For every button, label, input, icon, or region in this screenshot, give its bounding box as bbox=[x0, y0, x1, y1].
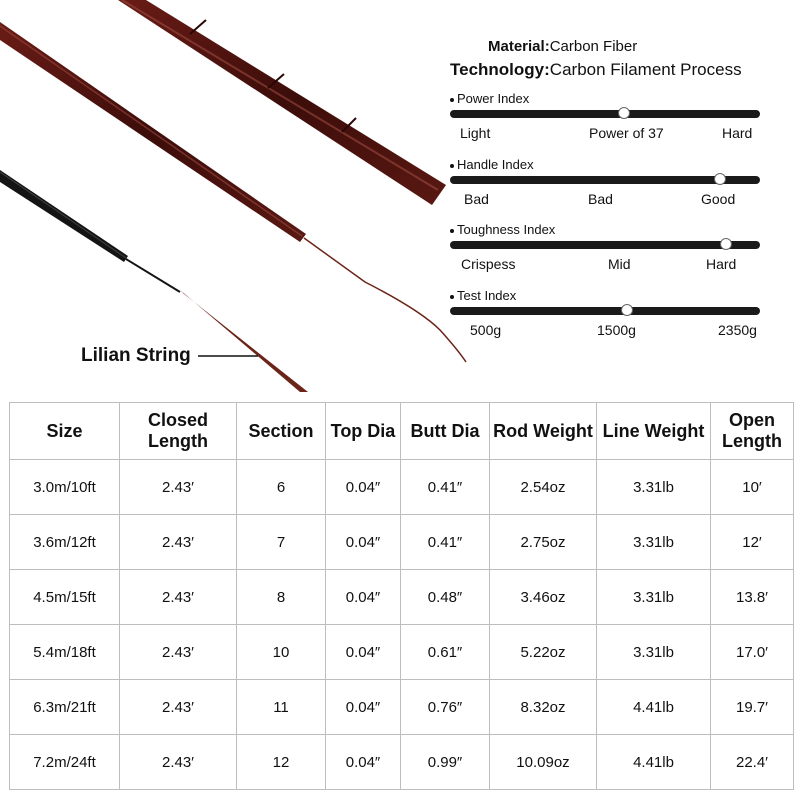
table-row bbox=[10, 460, 794, 515]
toughness-index-title: Toughness Index bbox=[457, 222, 556, 237]
cell-closed-length: 2.43′ bbox=[120, 570, 237, 625]
power-index-mid-label: Power of 37 bbox=[589, 125, 664, 141]
power-index-low-label: Light bbox=[460, 125, 491, 141]
cell-section: 7 bbox=[237, 515, 326, 570]
cell-top-dia: 0.04″ bbox=[326, 570, 401, 625]
cell-line-weight: 3.31lb bbox=[597, 515, 711, 570]
toughness-index-mid-label: Mid bbox=[608, 256, 631, 272]
cell-butt-dia: 0.61″ bbox=[401, 625, 490, 680]
cell-line-weight: 4.41lb bbox=[597, 680, 711, 735]
cell-line-weight: 3.31lb bbox=[597, 460, 711, 515]
material-value: Carbon Fiber bbox=[549, 38, 638, 55]
power-index-title: Power Index bbox=[457, 91, 530, 106]
cell-butt-dia: 0.99″ bbox=[401, 735, 490, 790]
cell-closed-length: 2.43′ bbox=[120, 460, 237, 515]
table-row bbox=[10, 680, 794, 735]
cell-closed-length: 2.43′ bbox=[120, 680, 237, 735]
cell-open-length: 22.4′ bbox=[711, 735, 794, 790]
power-index-knob bbox=[618, 107, 630, 119]
handle-index-title: Handle Index bbox=[457, 157, 534, 172]
col-header-closed-length: Closed Length bbox=[120, 403, 237, 460]
col-header-size: Size bbox=[10, 403, 120, 460]
cell-butt-dia: 0.41″ bbox=[401, 515, 490, 570]
cell-open-length: 17.0′ bbox=[711, 625, 794, 680]
col-header-section: Section bbox=[237, 403, 326, 460]
table-row bbox=[10, 735, 794, 790]
technology-label: Technology: bbox=[450, 60, 550, 79]
handle-index-knob bbox=[714, 173, 726, 185]
cell-rod-weight: 2.54oz bbox=[490, 460, 597, 515]
test-index-mid-label: 1500g bbox=[597, 322, 636, 338]
cell-line-weight: 4.41lb bbox=[597, 735, 711, 790]
cell-size: 5.4m/18ft bbox=[10, 625, 120, 680]
cell-butt-dia: 0.48″ bbox=[401, 570, 490, 625]
material-label: Material: bbox=[488, 38, 550, 55]
test-index-title: Test Index bbox=[457, 288, 517, 303]
toughness-index-low-label: Crispess bbox=[461, 256, 516, 272]
cell-top-dia: 0.04″ bbox=[326, 625, 401, 680]
col-header-line-weight: Line Weight bbox=[597, 403, 711, 460]
cell-top-dia: 0.04″ bbox=[326, 680, 401, 735]
bullet-icon bbox=[450, 98, 454, 102]
lilian-string-label: Lilian String bbox=[81, 345, 191, 366]
table-header-row bbox=[10, 403, 794, 460]
handle-index bbox=[450, 157, 762, 211]
handle-index-mid-label: Bad bbox=[588, 191, 613, 207]
cell-rod-weight: 2.75oz bbox=[490, 515, 597, 570]
technology-line bbox=[450, 60, 742, 80]
handle-index-low-label: Bad bbox=[464, 191, 489, 207]
spec-table bbox=[9, 402, 794, 790]
cell-section: 10 bbox=[237, 625, 326, 680]
cell-line-weight: 3.31lb bbox=[597, 625, 711, 680]
toughness-index bbox=[450, 222, 762, 276]
table-body bbox=[10, 460, 794, 790]
cell-rod-weight: 8.32oz bbox=[490, 680, 597, 735]
toughness-index-high-label: Hard bbox=[706, 256, 737, 272]
bullet-icon bbox=[450, 295, 454, 299]
power-index-high-label: Hard bbox=[722, 125, 753, 141]
col-header-top-dia: Top Dia bbox=[326, 403, 401, 460]
cell-top-dia: 0.04″ bbox=[326, 460, 401, 515]
col-header-butt-dia: Butt Dia bbox=[401, 403, 490, 460]
cell-section: 12 bbox=[237, 735, 326, 790]
table-row bbox=[10, 625, 794, 680]
thick-rod-image bbox=[118, 0, 446, 205]
handle-index-high-label: Good bbox=[701, 191, 736, 207]
cell-open-length: 13.8′ bbox=[711, 570, 794, 625]
fishing-rod-illustration bbox=[0, 0, 470, 400]
toughness-index-knob bbox=[720, 238, 732, 250]
cell-rod-weight: 5.22oz bbox=[490, 625, 597, 680]
test-index-high-label: 2350g bbox=[718, 322, 757, 338]
cell-section: 11 bbox=[237, 680, 326, 735]
power-index-track bbox=[450, 110, 760, 118]
cell-rod-weight: 10.09oz bbox=[490, 735, 597, 790]
technology-value: Carbon Filament Process bbox=[549, 60, 742, 79]
test-index-low-label: 500g bbox=[470, 322, 502, 338]
cell-closed-length: 2.43′ bbox=[120, 515, 237, 570]
cell-section: 8 bbox=[237, 570, 326, 625]
cell-size: 3.6m/12ft bbox=[10, 515, 120, 570]
cell-butt-dia: 0.41″ bbox=[401, 460, 490, 515]
cell-open-length: 19.7′ bbox=[711, 680, 794, 735]
power-index bbox=[450, 91, 762, 145]
toughness-index-track bbox=[450, 241, 760, 249]
test-index-knob bbox=[621, 304, 633, 316]
cell-top-dia: 0.04″ bbox=[326, 735, 401, 790]
table-row bbox=[10, 570, 794, 625]
handle-index-track bbox=[450, 176, 760, 184]
bullet-icon bbox=[450, 164, 454, 168]
cell-size: 3.0m/10ft bbox=[10, 460, 120, 515]
cell-closed-length: 2.43′ bbox=[120, 735, 237, 790]
cell-open-length: 10′ bbox=[711, 460, 794, 515]
cell-rod-weight: 3.46oz bbox=[490, 570, 597, 625]
bullet-icon bbox=[450, 229, 454, 233]
cell-size: 4.5m/15ft bbox=[10, 570, 120, 625]
table-row bbox=[10, 515, 794, 570]
test-index bbox=[450, 288, 762, 342]
material-line bbox=[488, 38, 637, 55]
cell-line-weight: 3.31lb bbox=[597, 570, 711, 625]
cell-top-dia: 0.04″ bbox=[326, 515, 401, 570]
test-index-track bbox=[450, 307, 760, 315]
cell-open-length: 12′ bbox=[711, 515, 794, 570]
cell-size: 7.2m/24ft bbox=[10, 735, 120, 790]
col-header-rod-weight: Rod Weight bbox=[490, 403, 597, 460]
cell-section: 6 bbox=[237, 460, 326, 515]
col-header-open-length: Open Length bbox=[711, 403, 794, 460]
cell-closed-length: 2.43′ bbox=[120, 625, 237, 680]
cell-size: 6.3m/21ft bbox=[10, 680, 120, 735]
cell-butt-dia: 0.76″ bbox=[401, 680, 490, 735]
